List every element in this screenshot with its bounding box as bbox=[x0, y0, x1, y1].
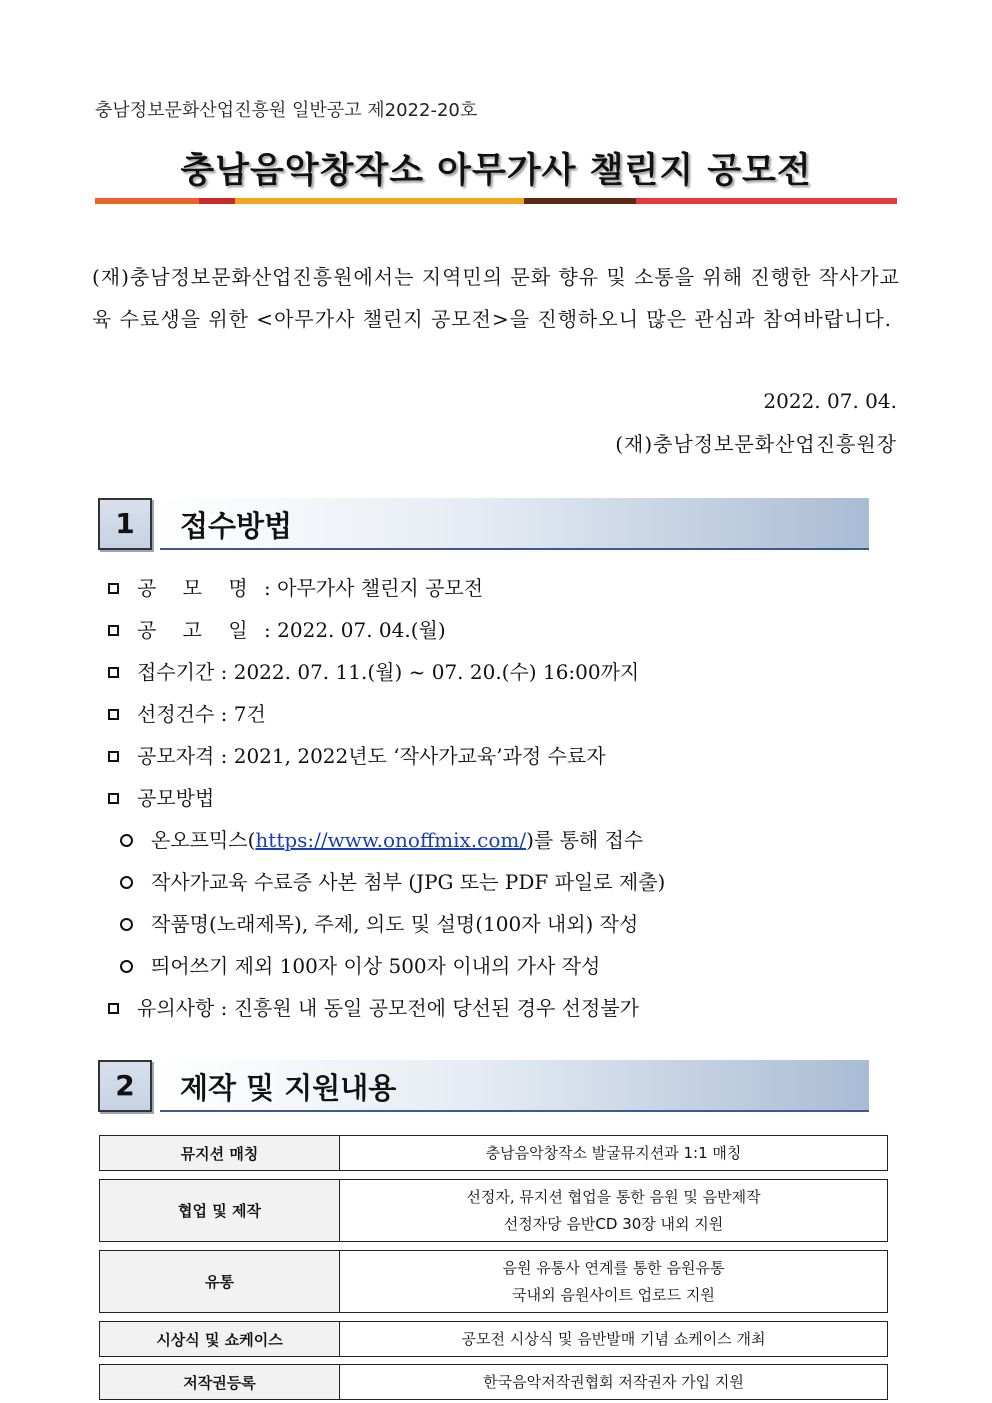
list-item bbox=[108, 740, 606, 769]
issuer-name: (재)충남정보문화산업진흥원장 bbox=[615, 432, 897, 456]
square-bullet-icon bbox=[108, 793, 119, 804]
item-value: : 아무가사 챌린지 공모전 bbox=[257, 576, 484, 600]
section-2-title: 제작 및 지원내용 bbox=[180, 1071, 397, 1105]
sub-item-text: 작품명(노래제목), 주제, 의도 및 설명(100자 내외) 작성 bbox=[151, 912, 639, 936]
item-label: 공 고 일 bbox=[137, 618, 258, 642]
sub-list-item bbox=[120, 950, 600, 979]
item-value: : 진흥원 내 동일 공모전에 당선된 경우 선정불가 bbox=[214, 996, 639, 1020]
notice-date: 2022. 07. 04. bbox=[763, 389, 897, 413]
item-label: 선정건수 bbox=[137, 702, 215, 726]
online-prefix: 온오프믹스( bbox=[151, 828, 256, 852]
support-line: 선정자당 음반CD 30장 내외 지원 bbox=[503, 1214, 724, 1233]
section-1-title-box bbox=[160, 498, 869, 550]
circle-bullet-icon bbox=[120, 960, 133, 973]
item-value: : 2021, 2022년도 ‘작사가교육’과정 수료자 bbox=[214, 744, 606, 768]
list-item bbox=[108, 572, 483, 601]
support-row bbox=[99, 1321, 888, 1357]
item-label: 공모자격 bbox=[137, 744, 215, 768]
list-item bbox=[108, 698, 266, 727]
bar-seg-1 bbox=[95, 198, 199, 204]
onoffmix-link[interactable]: https://www.onoffmix.com/ bbox=[255, 828, 527, 852]
section-2-header bbox=[98, 1060, 869, 1112]
notice-number: 충남정보문화산업진흥원 일반공고 제2022-20호 bbox=[95, 100, 478, 121]
square-bullet-icon bbox=[108, 1003, 119, 1014]
section-1-header bbox=[98, 498, 869, 550]
bar-seg-5 bbox=[636, 198, 897, 204]
support-line: 충남음악창작소 발굴뮤지션과 1:1 매칭 bbox=[485, 1143, 742, 1162]
sub-item-text: 작사가교육 수료증 사본 첨부 (JPG 또는 PDF 파일로 제출) bbox=[151, 870, 666, 894]
bar-seg-3 bbox=[235, 198, 524, 204]
support-row-key: 유통 bbox=[100, 1251, 340, 1312]
support-row-value bbox=[340, 1180, 887, 1241]
support-line: 선정자, 뮤지션 협업을 통한 음원 및 음반제작 bbox=[466, 1187, 761, 1206]
list-item bbox=[108, 992, 639, 1021]
circle-bullet-icon bbox=[120, 834, 133, 847]
bar-seg-2 bbox=[199, 198, 235, 204]
sub-list-item bbox=[120, 824, 643, 853]
list-item bbox=[108, 614, 446, 643]
sub-list-item bbox=[120, 866, 665, 895]
list-item bbox=[108, 782, 214, 811]
item-value: : 7건 bbox=[214, 702, 266, 726]
support-line: 한국음악저작권협회 저작권자 가입 지원 bbox=[483, 1372, 744, 1391]
title-underline-bar bbox=[95, 198, 897, 204]
support-row-value bbox=[340, 1322, 887, 1356]
section-2-title-box bbox=[160, 1060, 869, 1112]
square-bullet-icon bbox=[108, 625, 119, 636]
item-value: : 2022. 07. 04.(월) bbox=[257, 618, 446, 642]
circle-bullet-icon bbox=[120, 876, 133, 889]
support-row-key: 협업 및 제작 bbox=[100, 1180, 340, 1241]
support-row-value bbox=[340, 1251, 887, 1312]
sub-item-text: 띄어쓰기 제외 100자 이상 500자 이내의 가사 작성 bbox=[151, 954, 601, 978]
square-bullet-icon bbox=[108, 583, 119, 594]
section-1-number: 1 bbox=[98, 498, 152, 550]
support-row bbox=[99, 1364, 888, 1400]
support-line: 공모전 시상식 및 음반발매 기념 쇼케이스 개최 bbox=[461, 1329, 766, 1348]
item-label: 공 모 명 bbox=[137, 576, 258, 600]
support-row bbox=[99, 1250, 888, 1313]
circle-bullet-icon bbox=[120, 918, 133, 931]
support-line: 음원 유통사 연계를 통한 음원유통 bbox=[502, 1258, 725, 1277]
page-title: 충남음악창작소 아무가사 챌린지 공모전 bbox=[180, 151, 812, 191]
section-1-title: 접수방법 bbox=[180, 509, 293, 543]
support-line: 국내외 음원사이트 업로드 지원 bbox=[512, 1285, 715, 1304]
intro-paragraph: (재)충남정보문화산업진흥원에서는 지역민의 문화 향유 및 소통을 위해 진행한 작사가교육 수료생을 위한 <아무가사 챌린지 공모전>을 진행하오니 많은 관심과 참여바랍니다. bbox=[92, 265, 900, 331]
square-bullet-icon bbox=[108, 667, 119, 678]
support-row-key: 뮤지션 매칭 bbox=[100, 1136, 340, 1170]
support-row-key: 시상식 및 쇼케이스 bbox=[100, 1322, 340, 1356]
item-value: : 2022. 07. 11.(월) ~ 07. 20.(수) 16:00까지 bbox=[214, 660, 640, 684]
bar-seg-4 bbox=[524, 198, 636, 204]
section-2-number: 2 bbox=[98, 1060, 152, 1112]
support-row bbox=[99, 1179, 888, 1242]
support-row-key: 저작권등록 bbox=[100, 1365, 340, 1399]
square-bullet-icon bbox=[108, 751, 119, 762]
online-suffix: )를 통해 접수 bbox=[526, 828, 644, 852]
item-label: 유의사항 bbox=[137, 996, 215, 1020]
item-label: 공모방법 bbox=[137, 786, 215, 810]
sub-list-item bbox=[120, 908, 638, 937]
item-label: 접수기간 bbox=[137, 660, 215, 684]
list-item bbox=[108, 656, 639, 685]
support-row-value bbox=[340, 1365, 887, 1399]
support-row bbox=[99, 1135, 888, 1171]
square-bullet-icon bbox=[108, 709, 119, 720]
support-row-value bbox=[340, 1136, 887, 1170]
